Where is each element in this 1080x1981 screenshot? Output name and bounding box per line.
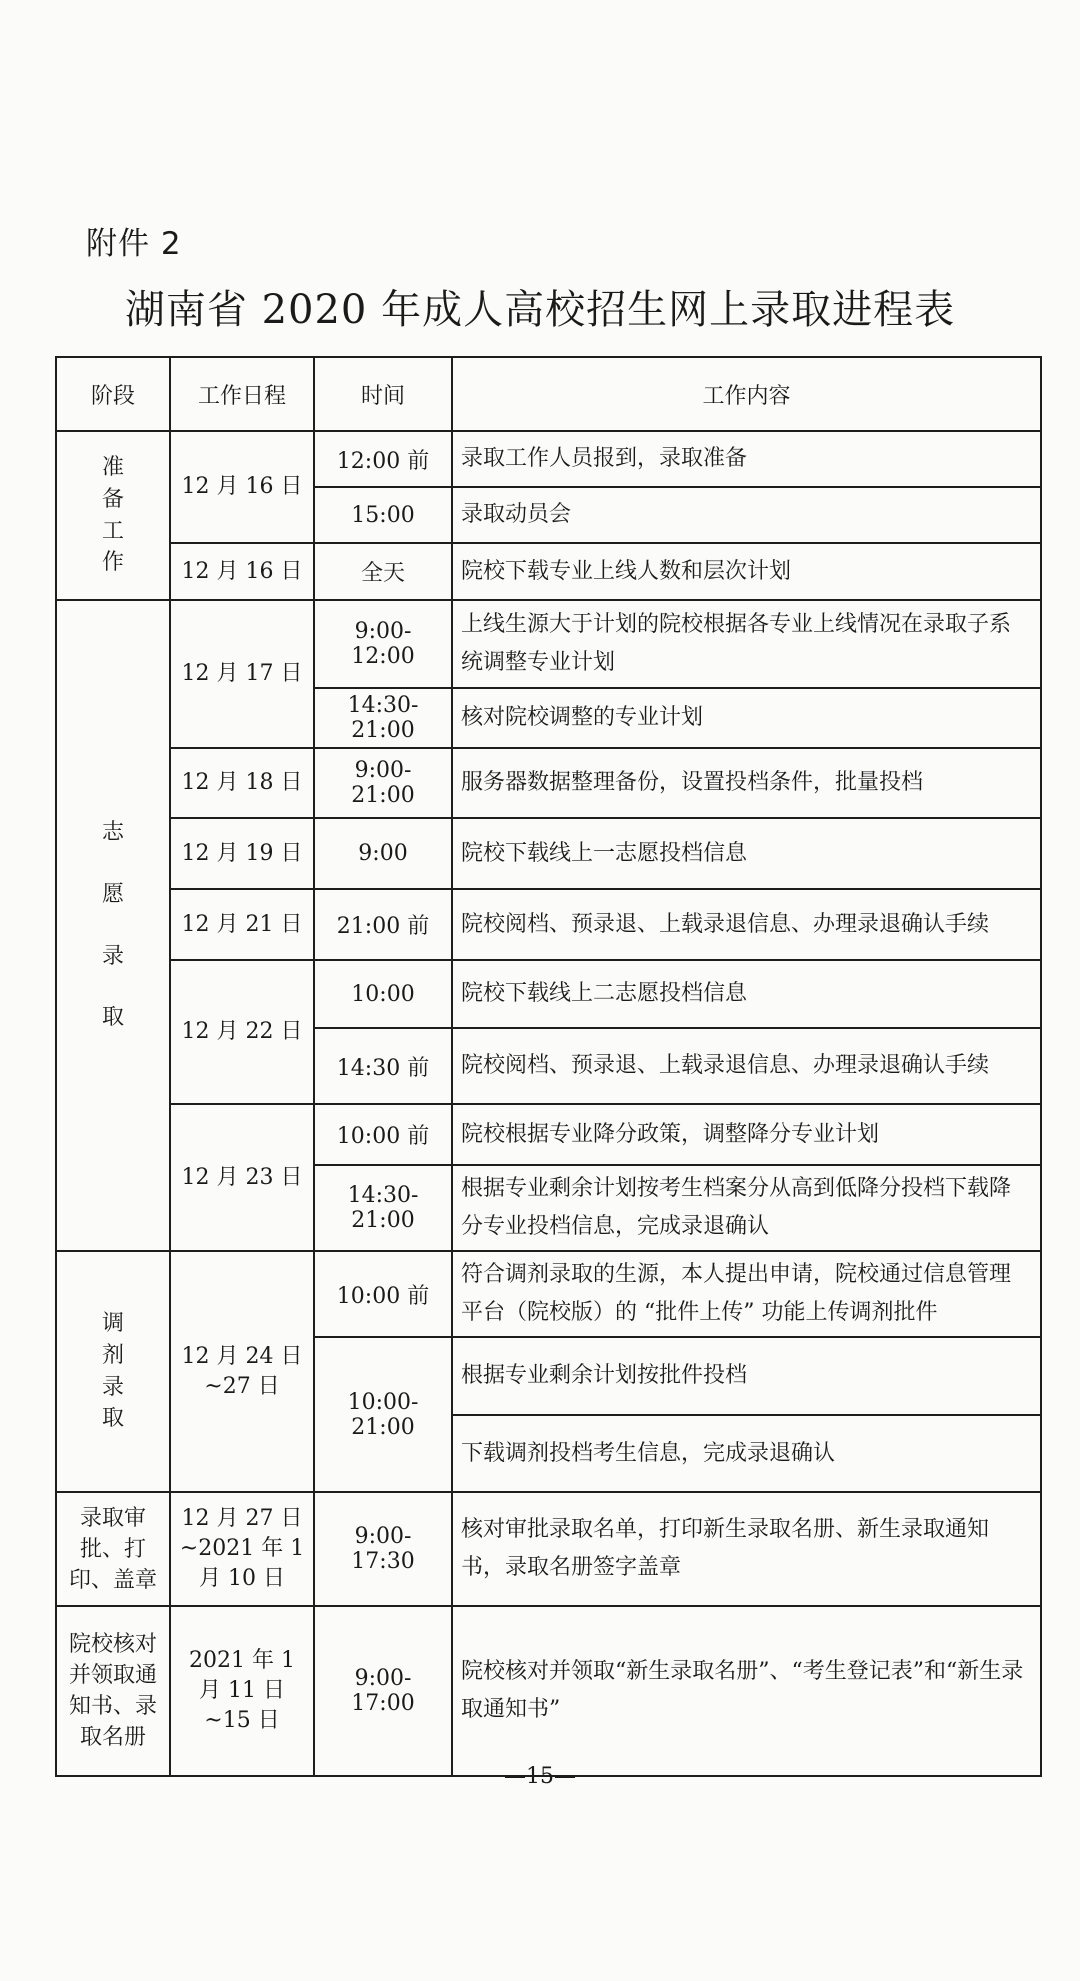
date-cell: 12 月 17 日 bbox=[170, 600, 314, 748]
time-cell: 全天 bbox=[314, 543, 452, 600]
time-cell: 10:00-21:00 bbox=[314, 1337, 452, 1492]
content-cell: 院校阅档、预录退、上载录退信息、办理录退确认手续 bbox=[452, 1028, 1041, 1104]
attachment-label: 附件 2 bbox=[86, 226, 182, 262]
document-title: 湖南省 2020 年成人高校招生网上录取进程表 bbox=[124, 287, 956, 333]
time-cell: 10:00 前 bbox=[314, 1251, 452, 1337]
table-row bbox=[56, 960, 1041, 1028]
date-cell: 12 月 23 日 bbox=[170, 1104, 314, 1251]
table-row bbox=[56, 889, 1041, 960]
table-row bbox=[56, 818, 1041, 889]
date-cell: 12 月 21 日 bbox=[170, 889, 314, 960]
content-cell: 录取工作人员报到，录取准备 bbox=[452, 431, 1041, 487]
time-cell: 9:00-17:00 bbox=[314, 1606, 452, 1776]
header-content: 工作内容 bbox=[452, 357, 1041, 431]
content-cell: 根据专业剩余计划按批件投档 bbox=[452, 1337, 1041, 1415]
time-cell: 14:30 前 bbox=[314, 1028, 452, 1104]
content-cell: 院校下载专业上线人数和层次计划 bbox=[452, 543, 1041, 600]
date-cell: 12 月 16 日 bbox=[170, 543, 314, 600]
content-cell: 录取动员会 bbox=[452, 487, 1041, 543]
table-header-row bbox=[56, 357, 1041, 431]
content-cell: 核对院校调整的专业计划 bbox=[452, 688, 1041, 748]
content-cell: 根据专业剩余计划按考生档案分从高到低降分投档下载降分专业投档信息，完成录退确认 bbox=[452, 1165, 1041, 1251]
content-cell: 院校下载线上二志愿投档信息 bbox=[452, 960, 1041, 1028]
stage-cell: 录取审批、打印、盖章 bbox=[56, 1492, 170, 1606]
table-row bbox=[56, 543, 1041, 600]
date-cell: 12 月 19 日 bbox=[170, 818, 314, 889]
time-cell: 12:00 前 bbox=[314, 431, 452, 487]
time-cell: 10:00 bbox=[314, 960, 452, 1028]
stage-cell bbox=[56, 431, 170, 600]
date-cell: 12 月 16 日 bbox=[170, 431, 314, 543]
content-cell: 符合调剂录取的生源，本人提出申请，院校通过信息管理平台（院校版）的 “批件上传” 功能上传调剂批件 bbox=[452, 1251, 1041, 1337]
time-cell: 9:00-21:00 bbox=[314, 748, 452, 818]
table-row bbox=[56, 1606, 1041, 1776]
time-cell: 10:00 前 bbox=[314, 1104, 452, 1165]
time-cell: 21:00 前 bbox=[314, 889, 452, 960]
date-cell: 2021 年 1 月 11 日~15 日 bbox=[170, 1606, 314, 1776]
table-row bbox=[56, 600, 1041, 688]
header-date: 工作日程 bbox=[170, 357, 314, 431]
header-stage: 阶段 bbox=[56, 357, 170, 431]
content-cell: 院校根据专业降分政策，调整降分专业计划 bbox=[452, 1104, 1041, 1165]
date-cell: 12 月 24 日~27 日 bbox=[170, 1251, 314, 1492]
time-cell: 9:00 bbox=[314, 818, 452, 889]
time-cell: 15:00 bbox=[314, 487, 452, 543]
stage-label: 志愿录取 bbox=[101, 820, 124, 1031]
table-row bbox=[56, 748, 1041, 818]
content-cell: 院校阅档、预录退、上载录退信息、办理录退确认手续 bbox=[452, 889, 1041, 960]
time-cell: 14:30-21:00 bbox=[314, 688, 452, 748]
date-cell: 12 月 27 日~2021 年 1 月 10 日 bbox=[170, 1492, 314, 1606]
stage-cell bbox=[56, 1251, 170, 1492]
table-row bbox=[56, 1492, 1041, 1606]
content-cell: 下载调剂投档考生信息，完成录退确认 bbox=[452, 1415, 1041, 1492]
content-cell: 上线生源大于计划的院校根据各专业上线情况在录取子系统调整专业计划 bbox=[452, 600, 1041, 688]
table-row bbox=[56, 431, 1041, 487]
stage-cell bbox=[56, 600, 170, 1251]
table-row bbox=[56, 1104, 1041, 1165]
stage-label: 调剂录取 bbox=[101, 1310, 124, 1432]
time-cell: 14:30-21:00 bbox=[314, 1165, 452, 1251]
header-time: 时间 bbox=[314, 357, 452, 431]
time-cell: 9:00-17:30 bbox=[314, 1492, 452, 1606]
page-number: —15— bbox=[504, 1764, 576, 1789]
content-cell: 院校核对并领取“新生录取名册”、“考生登记表”和“新生录取通知书” bbox=[452, 1606, 1041, 1776]
schedule-table bbox=[55, 356, 1042, 1777]
date-cell: 12 月 22 日 bbox=[170, 960, 314, 1104]
content-cell: 院校下载线上一志愿投档信息 bbox=[452, 818, 1041, 889]
table-row bbox=[56, 1251, 1041, 1337]
date-cell: 12 月 18 日 bbox=[170, 748, 314, 818]
stage-label: 准备工作 bbox=[101, 454, 124, 576]
content-cell: 核对审批录取名单，打印新生录取名册、新生录取通知书，录取名册签字盖章 bbox=[452, 1492, 1041, 1606]
time-cell: 9:00-12:00 bbox=[314, 600, 452, 688]
content-cell: 服务器数据整理备份，设置投档条件，批量投档 bbox=[452, 748, 1041, 818]
stage-cell: 院校核对并领取通知书、录取名册 bbox=[56, 1606, 170, 1776]
